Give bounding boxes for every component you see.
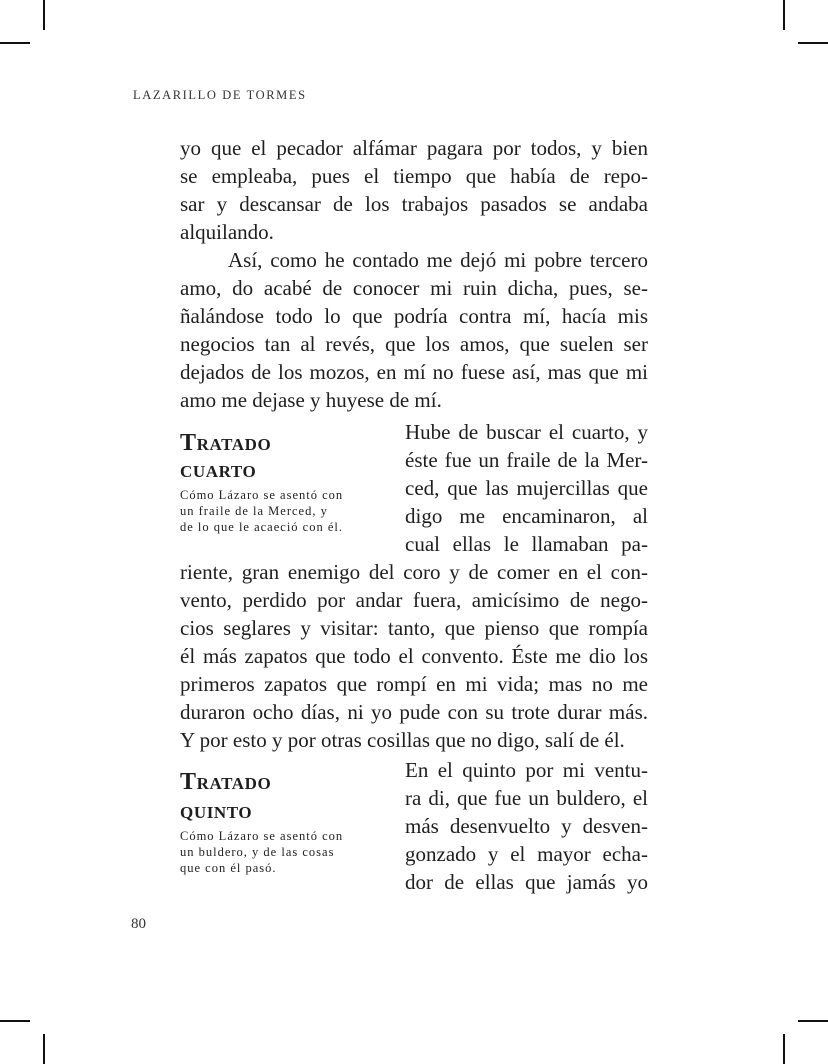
crop-mark-bottom-right-h	[798, 1020, 828, 1022]
text-line: alquilando.	[180, 220, 274, 244]
running-head: LAZARILLO DE TORMES	[133, 88, 307, 102]
chapter-subtitle: Cómo Lázaro se asentó con	[180, 829, 344, 843]
text-line: vento, perdido por andar fuera, amicísimo de nego-	[180, 588, 648, 612]
text-line: cios seglares y visitar: tanto, que pienso que rompía	[180, 616, 648, 640]
text-line: Hube de buscar el cuarto, y	[405, 420, 648, 444]
text-line: más desenvuelto y desven-	[405, 814, 648, 838]
text-line: dejados de los mozos, en mí no fuese así, mas que mi	[180, 360, 648, 384]
text-line: En el quinto por mi ventu-	[405, 758, 648, 782]
text-line: duraron ocho días, ni yo pude con su trote durar más.	[180, 700, 648, 724]
text-line: cual ellas le llamaban pa-	[405, 532, 648, 556]
text-line: digo me encaminaron, al	[405, 504, 648, 528]
text-line: ra di, que fue un buldero, el	[405, 786, 648, 810]
text-line: gonzado y el mayor echa-	[405, 842, 648, 866]
chapter-title: Tratado	[180, 430, 272, 456]
text-line: Y por esto y por otras cosillas que no digo, salí de él.	[180, 728, 625, 752]
chapter-title: cuarto	[180, 457, 257, 483]
text-line: Así, como he contado me dejó mi pobre tercero	[228, 248, 648, 272]
text-line: amo me dejase y huyese de mí.	[180, 388, 442, 412]
text-line: ñalándose todo lo que podría contra mí, hacía mis	[180, 304, 648, 328]
text-line: ced, que las mujercillas que	[405, 476, 648, 500]
text-line: él más zapatos que todo el convento. Éste me dio los	[180, 644, 648, 668]
text-line: amo, do acabé de conocer mi ruin dicha, pues, se-	[180, 276, 648, 300]
crop-mark-bottom-left-v	[43, 1034, 45, 1064]
chapter-subtitle: un buldero, y de las cosas	[180, 845, 335, 859]
text-line: sar y descansar de los trabajos pasados se andaba	[180, 192, 648, 216]
chapter-subtitle: que con él pasó.	[180, 861, 277, 875]
text-line: negocios tan al revés, que los amos, que suelen ser	[180, 332, 648, 356]
crop-mark-bottom-right-v	[783, 1034, 785, 1064]
text-line: riente, gran enemigo del coro y de comer en el con-	[180, 560, 648, 584]
chapter-subtitle: un fraile de la Merced, y	[180, 504, 328, 518]
crop-mark-top-left-h	[0, 42, 30, 44]
crop-mark-top-right-h	[798, 42, 828, 44]
chapter-subtitle: Cómo Lázaro se asentó con	[180, 488, 344, 502]
crop-mark-top-left-v	[43, 0, 45, 30]
text-line: éste fue un fraile de la Mer-	[405, 448, 648, 472]
text-line: dor de ellas que jamás yo	[405, 870, 648, 894]
chapter-subtitle: de lo que le acaeció con él.	[180, 520, 343, 534]
crop-mark-top-right-v	[783, 0, 785, 30]
text-line: primeros zapatos que rompí en mi vida; mas no me	[180, 672, 648, 696]
text-line: yo que el pecador alfámar pagara por todos, y bien	[180, 136, 648, 160]
text-line: se empleaba, pues el tiempo que había de repo-	[180, 164, 648, 188]
chapter-title: Tratado	[180, 769, 272, 795]
chapter-title: quinto	[180, 798, 253, 824]
crop-mark-bottom-left-h	[0, 1020, 30, 1022]
page-number: 80	[131, 916, 146, 932]
